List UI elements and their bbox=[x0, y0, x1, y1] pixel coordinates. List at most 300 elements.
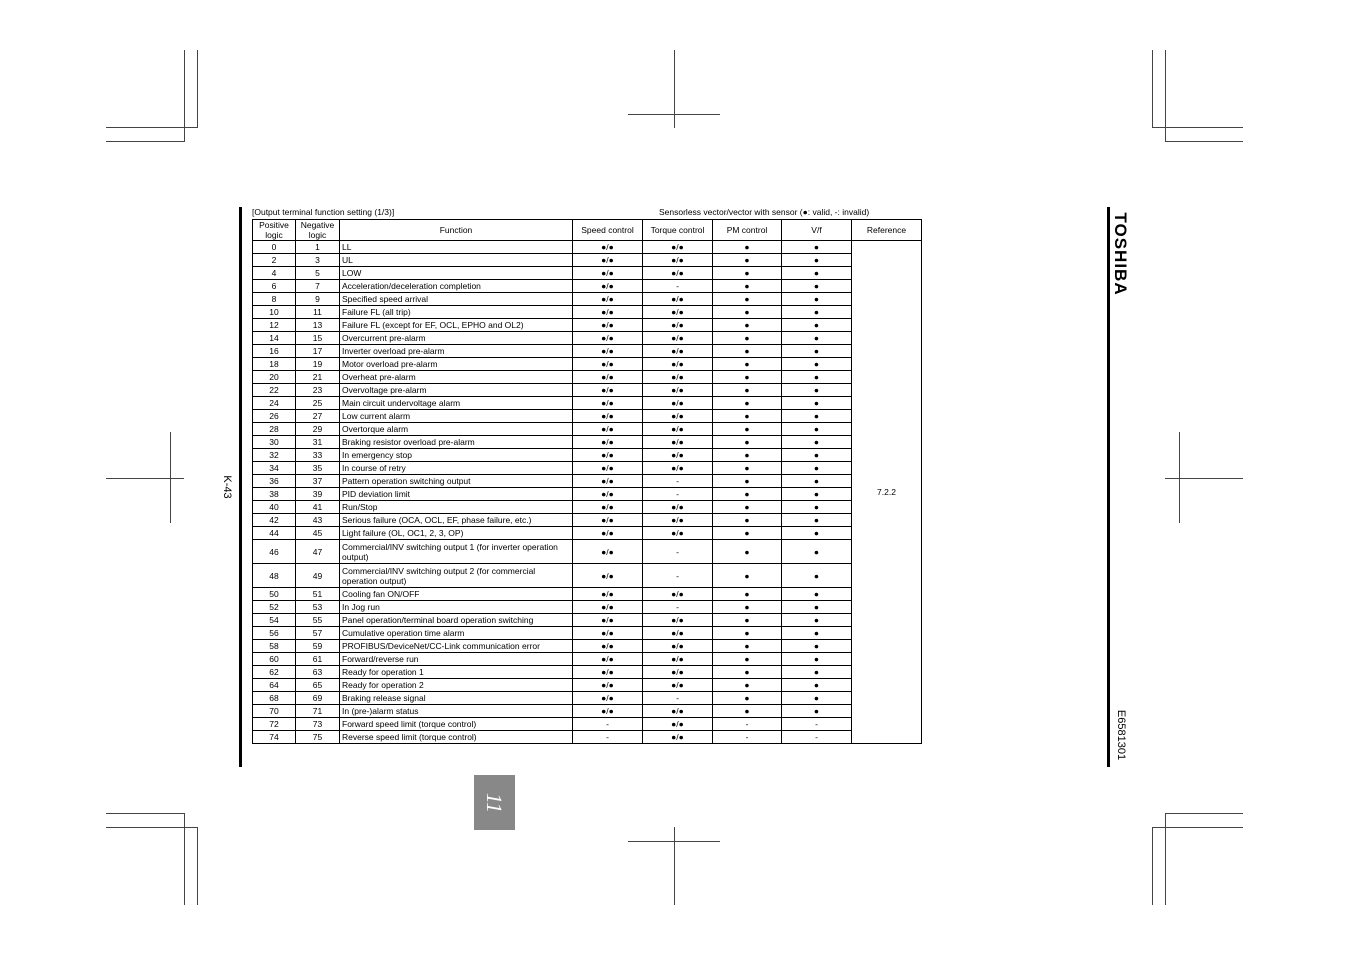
cell-negative-logic: 59 bbox=[296, 640, 340, 653]
cell-function: Overcurrent pre-alarm bbox=[340, 332, 573, 345]
cell-speed-control: ●/● bbox=[573, 267, 643, 280]
chapter-tab-label: 11 bbox=[482, 792, 508, 813]
cell-positive-logic: 36 bbox=[253, 475, 296, 488]
cell-negative-logic: 31 bbox=[296, 436, 340, 449]
cell-negative-logic: 29 bbox=[296, 423, 340, 436]
table-row bbox=[253, 666, 922, 679]
cell-torque-control: ●/● bbox=[643, 293, 713, 306]
cell-vf: ● bbox=[782, 614, 852, 627]
cell-negative-logic: 51 bbox=[296, 588, 340, 601]
cell-speed-control: ●/● bbox=[573, 488, 643, 501]
table-row bbox=[253, 564, 922, 588]
cell-speed-control: ●/● bbox=[573, 397, 643, 410]
cell-negative-logic: 53 bbox=[296, 601, 340, 614]
cell-pm-control: ● bbox=[713, 614, 782, 627]
cell-pm-control: ● bbox=[713, 514, 782, 527]
cell-positive-logic: 54 bbox=[253, 614, 296, 627]
crop-mark bbox=[106, 827, 198, 828]
cell-speed-control: ●/● bbox=[573, 462, 643, 475]
table-row bbox=[253, 718, 922, 731]
cell-vf: ● bbox=[782, 627, 852, 640]
cell-speed-control: ●/● bbox=[573, 679, 643, 692]
cell-positive-logic: 8 bbox=[253, 293, 296, 306]
cell-pm-control: ● bbox=[713, 306, 782, 319]
cell-positive-logic: 68 bbox=[253, 692, 296, 705]
cell-speed-control: - bbox=[573, 731, 643, 744]
cell-function: PROFIBUS/DeviceNet/CC-Link communication error bbox=[340, 640, 573, 653]
cell-positive-logic: 40 bbox=[253, 501, 296, 514]
cell-negative-logic: 5 bbox=[296, 267, 340, 280]
cell-vf: ● bbox=[782, 666, 852, 679]
cell-positive-logic: 58 bbox=[253, 640, 296, 653]
table-row bbox=[253, 280, 922, 293]
cell-torque-control: ●/● bbox=[643, 718, 713, 731]
cell-vf: ● bbox=[782, 640, 852, 653]
table-row bbox=[253, 692, 922, 705]
cell-speed-control: ●/● bbox=[573, 501, 643, 514]
cell-negative-logic: 27 bbox=[296, 410, 340, 423]
cell-negative-logic: 7 bbox=[296, 280, 340, 293]
cell-speed-control: ●/● bbox=[573, 332, 643, 345]
cell-reference: 7.2.2 bbox=[852, 241, 922, 744]
cell-speed-control: ●/● bbox=[573, 692, 643, 705]
table-row bbox=[253, 345, 922, 358]
cell-torque-control: ●/● bbox=[643, 254, 713, 267]
cell-positive-logic: 26 bbox=[253, 410, 296, 423]
cell-vf: ● bbox=[782, 319, 852, 332]
table-row bbox=[253, 267, 922, 280]
cell-pm-control: ● bbox=[713, 254, 782, 267]
cell-pm-control: ● bbox=[713, 267, 782, 280]
cell-positive-logic: 16 bbox=[253, 345, 296, 358]
cell-positive-logic: 14 bbox=[253, 332, 296, 345]
cell-positive-logic: 46 bbox=[253, 540, 296, 564]
cell-vf: ● bbox=[782, 564, 852, 588]
table-row bbox=[253, 627, 922, 640]
table-header-row bbox=[253, 220, 922, 241]
cell-torque-control: ●/● bbox=[643, 640, 713, 653]
cell-vf: ● bbox=[782, 501, 852, 514]
cell-torque-control: ●/● bbox=[643, 371, 713, 384]
crop-mark bbox=[1152, 827, 1243, 828]
cell-torque-control: ●/● bbox=[643, 384, 713, 397]
cell-vf: ● bbox=[782, 384, 852, 397]
cell-vf: ● bbox=[782, 293, 852, 306]
header-function: Function bbox=[340, 220, 573, 241]
cell-pm-control: ● bbox=[713, 588, 782, 601]
cell-vf: ● bbox=[782, 280, 852, 293]
cell-speed-control: ●/● bbox=[573, 319, 643, 332]
cell-vf: ● bbox=[782, 488, 852, 501]
crop-mark bbox=[106, 478, 184, 479]
header-reference: Reference bbox=[852, 220, 922, 241]
cell-function: Forward/reverse run bbox=[340, 653, 573, 666]
cell-pm-control: ● bbox=[713, 501, 782, 514]
cell-positive-logic: 0 bbox=[253, 241, 296, 254]
cell-vf: ● bbox=[782, 241, 852, 254]
table-row bbox=[253, 397, 922, 410]
cell-function: LL bbox=[340, 241, 573, 254]
cell-function: Overvoltage pre-alarm bbox=[340, 384, 573, 397]
cell-torque-control: ●/● bbox=[643, 397, 713, 410]
cell-pm-control: ● bbox=[713, 293, 782, 306]
cell-torque-control: - bbox=[643, 692, 713, 705]
cell-pm-control: ● bbox=[713, 475, 782, 488]
cell-vf: ● bbox=[782, 267, 852, 280]
cell-positive-logic: 64 bbox=[253, 679, 296, 692]
cell-function: Panel operation/terminal board operation switching bbox=[340, 614, 573, 627]
crop-mark bbox=[1165, 813, 1243, 814]
cell-torque-control: - bbox=[643, 564, 713, 588]
cell-negative-logic: 49 bbox=[296, 564, 340, 588]
cell-speed-control: ●/● bbox=[573, 614, 643, 627]
table-row bbox=[253, 423, 922, 436]
cell-vf: ● bbox=[782, 358, 852, 371]
cell-positive-logic: 22 bbox=[253, 384, 296, 397]
table-row bbox=[253, 254, 922, 267]
header-torque-control: Torque control bbox=[643, 220, 713, 241]
cell-negative-logic: 41 bbox=[296, 501, 340, 514]
cell-speed-control: ●/● bbox=[573, 475, 643, 488]
cell-torque-control: ●/● bbox=[643, 666, 713, 679]
cell-speed-control: ●/● bbox=[573, 254, 643, 267]
cell-function: In Jog run bbox=[340, 601, 573, 614]
cell-speed-control: ●/● bbox=[573, 588, 643, 601]
cell-positive-logic: 52 bbox=[253, 601, 296, 614]
cell-positive-logic: 74 bbox=[253, 731, 296, 744]
cell-function: Failure FL (except for EF, OCL, EPHO and OL2) bbox=[340, 319, 573, 332]
cell-function: Overheat pre-alarm bbox=[340, 371, 573, 384]
cell-function: Commercial/INV switching output 1 (for inverter operation output) bbox=[340, 540, 573, 564]
cell-vf: ● bbox=[782, 462, 852, 475]
cell-function: Serious failure (OCA, OCL, EF, phase failure, etc.) bbox=[340, 514, 573, 527]
cell-function: Cooling fan ON/OFF bbox=[340, 588, 573, 601]
cell-negative-logic: 35 bbox=[296, 462, 340, 475]
cell-function: Reverse speed limit (torque control) bbox=[340, 731, 573, 744]
cell-torque-control: - bbox=[643, 280, 713, 293]
table-row bbox=[253, 241, 922, 254]
cell-pm-control: ● bbox=[713, 280, 782, 293]
cell-pm-control: ● bbox=[713, 527, 782, 540]
cell-torque-control: ●/● bbox=[643, 679, 713, 692]
cell-vf: ● bbox=[782, 254, 852, 267]
cell-pm-control: ● bbox=[713, 564, 782, 588]
table-row bbox=[253, 319, 922, 332]
cell-function: Braking resistor overload pre-alarm bbox=[340, 436, 573, 449]
crop-mark bbox=[628, 114, 720, 115]
cell-negative-logic: 57 bbox=[296, 627, 340, 640]
cell-pm-control: ● bbox=[713, 666, 782, 679]
cell-vf: - bbox=[782, 731, 852, 744]
header-positive-logic: Positive logic bbox=[253, 220, 296, 241]
cell-function: Specified speed arrival bbox=[340, 293, 573, 306]
cell-torque-control: ●/● bbox=[643, 358, 713, 371]
cell-positive-logic: 34 bbox=[253, 462, 296, 475]
table-row bbox=[253, 601, 922, 614]
cell-negative-logic: 63 bbox=[296, 666, 340, 679]
cell-vf: - bbox=[782, 718, 852, 731]
table-row bbox=[253, 731, 922, 744]
cell-positive-logic: 50 bbox=[253, 588, 296, 601]
cell-torque-control: ●/● bbox=[643, 627, 713, 640]
cell-torque-control: ●/● bbox=[643, 514, 713, 527]
cell-speed-control: ●/● bbox=[573, 410, 643, 423]
cell-positive-logic: 70 bbox=[253, 705, 296, 718]
cell-function: Ready for operation 1 bbox=[340, 666, 573, 679]
document-number: E6581301 bbox=[1115, 709, 1127, 761]
table-row bbox=[253, 358, 922, 371]
cell-pm-control: ● bbox=[713, 705, 782, 718]
page-number: K-43 bbox=[221, 475, 233, 499]
cell-speed-control: ●/● bbox=[573, 345, 643, 358]
cell-negative-logic: 71 bbox=[296, 705, 340, 718]
cell-torque-control: ●/● bbox=[643, 527, 713, 540]
cell-speed-control: - bbox=[573, 718, 643, 731]
table-row bbox=[253, 705, 922, 718]
cell-pm-control: ● bbox=[713, 423, 782, 436]
cell-positive-logic: 60 bbox=[253, 653, 296, 666]
cell-vf: ● bbox=[782, 371, 852, 384]
output-terminal-function-table bbox=[252, 219, 922, 744]
table-row bbox=[253, 501, 922, 514]
cell-pm-control: ● bbox=[713, 601, 782, 614]
cell-torque-control: ●/● bbox=[643, 332, 713, 345]
cell-positive-logic: 20 bbox=[253, 371, 296, 384]
cell-negative-logic: 73 bbox=[296, 718, 340, 731]
cell-speed-control: ●/● bbox=[573, 293, 643, 306]
cell-positive-logic: 42 bbox=[253, 514, 296, 527]
cell-function: Forward speed limit (torque control) bbox=[340, 718, 573, 731]
cell-negative-logic: 75 bbox=[296, 731, 340, 744]
cell-function: In emergency stop bbox=[340, 449, 573, 462]
cell-vf: ● bbox=[782, 588, 852, 601]
cell-torque-control: - bbox=[643, 475, 713, 488]
crop-mark bbox=[674, 50, 675, 128]
cell-speed-control: ●/● bbox=[573, 436, 643, 449]
cell-speed-control: ●/● bbox=[573, 384, 643, 397]
cell-torque-control: ●/● bbox=[643, 462, 713, 475]
cell-speed-control: ●/● bbox=[573, 423, 643, 436]
crop-mark bbox=[106, 141, 185, 142]
cell-positive-logic: 12 bbox=[253, 319, 296, 332]
table-row bbox=[253, 640, 922, 653]
cell-speed-control: ●/● bbox=[573, 241, 643, 254]
cell-positive-logic: 24 bbox=[253, 397, 296, 410]
cell-pm-control: ● bbox=[713, 653, 782, 666]
cell-positive-logic: 28 bbox=[253, 423, 296, 436]
table-row bbox=[253, 588, 922, 601]
cell-torque-control: ●/● bbox=[643, 436, 713, 449]
cell-positive-logic: 72 bbox=[253, 718, 296, 731]
cell-positive-logic: 38 bbox=[253, 488, 296, 501]
cell-torque-control: ●/● bbox=[643, 423, 713, 436]
crop-mark bbox=[1165, 50, 1166, 142]
cell-pm-control: ● bbox=[713, 410, 782, 423]
table-row bbox=[253, 527, 922, 540]
cell-pm-control: ● bbox=[713, 345, 782, 358]
cell-negative-logic: 37 bbox=[296, 475, 340, 488]
cell-positive-logic: 30 bbox=[253, 436, 296, 449]
cell-vf: ● bbox=[782, 306, 852, 319]
table-body bbox=[253, 241, 922, 744]
cell-function: Acceleration/deceleration completion bbox=[340, 280, 573, 293]
crop-mark bbox=[1152, 50, 1153, 128]
cell-positive-logic: 18 bbox=[253, 358, 296, 371]
cell-function: In course of retry bbox=[340, 462, 573, 475]
cell-pm-control: ● bbox=[713, 332, 782, 345]
cell-negative-logic: 61 bbox=[296, 653, 340, 666]
cell-function: Cumulative operation time alarm bbox=[340, 627, 573, 640]
cell-function: UL bbox=[340, 254, 573, 267]
cell-vf: ● bbox=[782, 397, 852, 410]
cell-function: Inverter overload pre-alarm bbox=[340, 345, 573, 358]
cell-vf: ● bbox=[782, 514, 852, 527]
table-row bbox=[253, 462, 922, 475]
header-negative-logic: Negative logic bbox=[296, 220, 340, 241]
cell-vf: ● bbox=[782, 475, 852, 488]
cell-torque-control: ●/● bbox=[643, 241, 713, 254]
cell-vf: ● bbox=[782, 705, 852, 718]
cell-torque-control: ●/● bbox=[643, 653, 713, 666]
crop-mark bbox=[1152, 827, 1153, 905]
cell-torque-control: ●/● bbox=[643, 501, 713, 514]
cell-pm-control: ● bbox=[713, 627, 782, 640]
cell-negative-logic: 13 bbox=[296, 319, 340, 332]
cell-torque-control: ●/● bbox=[643, 731, 713, 744]
chapter-tab bbox=[474, 775, 515, 830]
cell-vf: ● bbox=[782, 345, 852, 358]
cell-negative-logic: 43 bbox=[296, 514, 340, 527]
cell-pm-control: ● bbox=[713, 436, 782, 449]
cell-function: Run/Stop bbox=[340, 501, 573, 514]
table-row bbox=[253, 371, 922, 384]
cell-pm-control: - bbox=[713, 731, 782, 744]
cell-function: Light failure (OL, OC1, 2, 3, OP) bbox=[340, 527, 573, 540]
cell-speed-control: ●/● bbox=[573, 601, 643, 614]
cell-function: Failure FL (all trip) bbox=[340, 306, 573, 319]
cell-torque-control: - bbox=[643, 488, 713, 501]
cell-speed-control: ●/● bbox=[573, 306, 643, 319]
cell-function: LOW bbox=[340, 267, 573, 280]
cell-negative-logic: 23 bbox=[296, 384, 340, 397]
cell-vf: ● bbox=[782, 653, 852, 666]
cell-torque-control: ●/● bbox=[643, 267, 713, 280]
crop-mark bbox=[1165, 478, 1243, 479]
cell-negative-logic: 33 bbox=[296, 449, 340, 462]
cell-positive-logic: 4 bbox=[253, 267, 296, 280]
cell-torque-control: ●/● bbox=[643, 705, 713, 718]
cell-speed-control: ●/● bbox=[573, 540, 643, 564]
cell-negative-logic: 39 bbox=[296, 488, 340, 501]
cell-positive-logic: 48 bbox=[253, 564, 296, 588]
cell-vf: ● bbox=[782, 332, 852, 345]
cell-torque-control: ●/● bbox=[643, 410, 713, 423]
cell-pm-control: ● bbox=[713, 241, 782, 254]
cell-positive-logic: 6 bbox=[253, 280, 296, 293]
header-pm-control: PM control bbox=[713, 220, 782, 241]
cell-function: Low current alarm bbox=[340, 410, 573, 423]
cell-vf: ● bbox=[782, 410, 852, 423]
cell-pm-control: ● bbox=[713, 679, 782, 692]
table-row bbox=[253, 384, 922, 397]
crop-mark bbox=[197, 50, 198, 128]
cell-speed-control: ●/● bbox=[573, 640, 643, 653]
cell-positive-logic: 56 bbox=[253, 627, 296, 640]
cell-positive-logic: 44 bbox=[253, 527, 296, 540]
crop-mark bbox=[197, 827, 198, 905]
cell-negative-logic: 21 bbox=[296, 371, 340, 384]
cell-torque-control: - bbox=[643, 601, 713, 614]
crop-mark bbox=[1165, 141, 1243, 142]
cell-vf: ● bbox=[782, 436, 852, 449]
brand-logo: TOSHIBA bbox=[1111, 212, 1130, 296]
cell-negative-logic: 25 bbox=[296, 397, 340, 410]
cell-vf: ● bbox=[782, 423, 852, 436]
cell-pm-control: ● bbox=[713, 488, 782, 501]
cell-torque-control: ●/● bbox=[643, 319, 713, 332]
cell-vf: ● bbox=[782, 679, 852, 692]
table-caption: [Output terminal function setting (1/3)] bbox=[252, 207, 395, 217]
cell-negative-logic: 19 bbox=[296, 358, 340, 371]
cell-speed-control: ●/● bbox=[573, 653, 643, 666]
cell-vf: ● bbox=[782, 527, 852, 540]
cell-negative-logic: 65 bbox=[296, 679, 340, 692]
cell-speed-control: ●/● bbox=[573, 666, 643, 679]
cell-negative-logic: 47 bbox=[296, 540, 340, 564]
table-row bbox=[253, 306, 922, 319]
table-row bbox=[253, 488, 922, 501]
cell-function: Ready for operation 2 bbox=[340, 679, 573, 692]
crop-mark bbox=[674, 827, 675, 905]
cell-function: Commercial/INV switching output 2 (for commercial operation output) bbox=[340, 564, 573, 588]
cell-function: Overtorque alarm bbox=[340, 423, 573, 436]
cell-pm-control: ● bbox=[713, 397, 782, 410]
table-row bbox=[253, 614, 922, 627]
cell-negative-logic: 9 bbox=[296, 293, 340, 306]
cell-pm-control: ● bbox=[713, 371, 782, 384]
cell-negative-logic: 45 bbox=[296, 527, 340, 540]
table-legend: Sensorless vector/vector with sensor (●: valid, -: invalid) bbox=[659, 207, 870, 217]
cell-positive-logic: 62 bbox=[253, 666, 296, 679]
cell-pm-control: - bbox=[713, 718, 782, 731]
cell-torque-control: ●/● bbox=[643, 345, 713, 358]
header-speed-control: Speed control bbox=[573, 220, 643, 241]
cell-function: Motor overload pre-alarm bbox=[340, 358, 573, 371]
table-row bbox=[253, 293, 922, 306]
cell-pm-control: ● bbox=[713, 540, 782, 564]
cell-speed-control: ●/● bbox=[573, 627, 643, 640]
cell-speed-control: ●/● bbox=[573, 371, 643, 384]
cell-torque-control: ●/● bbox=[643, 449, 713, 462]
cell-negative-logic: 15 bbox=[296, 332, 340, 345]
table-row bbox=[253, 410, 922, 423]
crop-mark bbox=[106, 813, 185, 814]
table-row bbox=[253, 475, 922, 488]
cell-speed-control: ●/● bbox=[573, 705, 643, 718]
cell-negative-logic: 69 bbox=[296, 692, 340, 705]
cell-negative-logic: 17 bbox=[296, 345, 340, 358]
cell-speed-control: ●/● bbox=[573, 280, 643, 293]
crop-mark bbox=[184, 50, 185, 142]
left-margin-bar bbox=[239, 207, 242, 767]
table-row bbox=[253, 514, 922, 527]
cell-function: Braking release signal bbox=[340, 692, 573, 705]
cell-vf: ● bbox=[782, 601, 852, 614]
cell-negative-logic: 55 bbox=[296, 614, 340, 627]
table-row bbox=[253, 653, 922, 666]
table-row bbox=[253, 332, 922, 345]
cell-negative-logic: 3 bbox=[296, 254, 340, 267]
